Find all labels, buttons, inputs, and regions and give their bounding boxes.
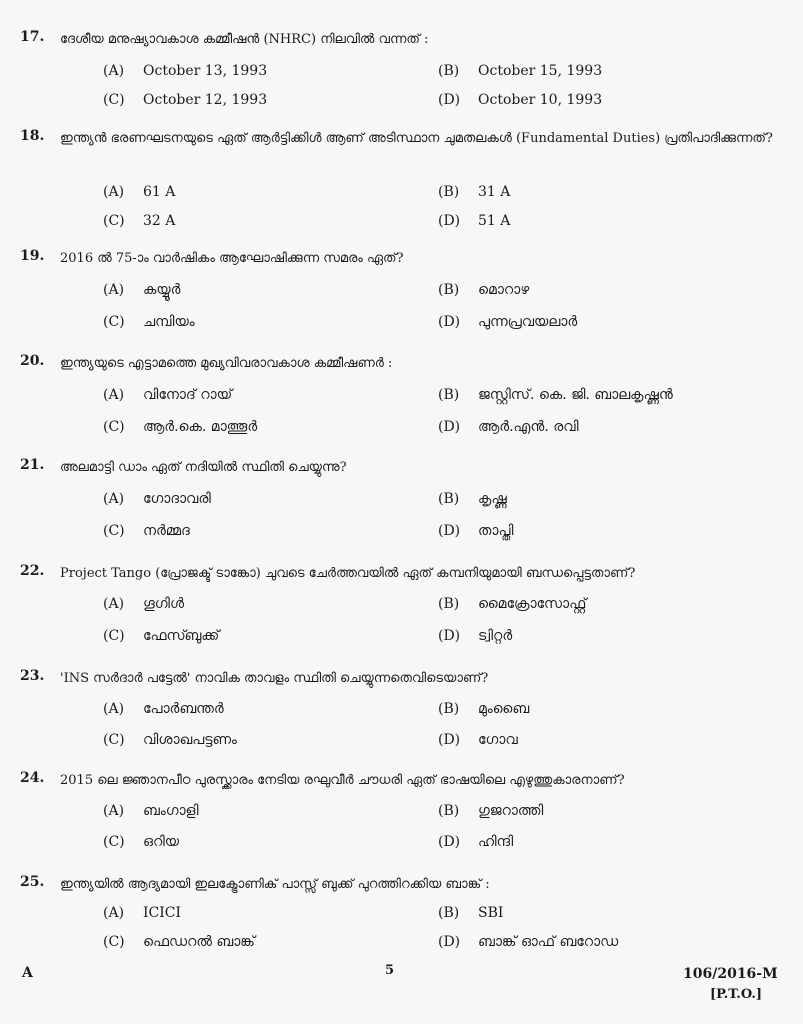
option-c [103,523,190,539]
option-label: (A) [103,184,125,200]
question-text: ഇന്ത്യയുടെ എട്ടാമത്തെ മുഖ്യവിവരാവകാശ കമ്മീഷണർ : [60,356,393,371]
option-d [438,934,618,950]
option-label: (B) [438,803,460,819]
option-text: ഗോദാവരി [143,491,211,507]
option-label: (B) [438,63,460,79]
option-b [438,905,503,921]
question-text: ദേശീയ മനുഷ്യാവകാശ കമ്മീഷൻ (NHRC) നിലവിൽ വന്നത് : [60,32,429,47]
option-label: (D) [438,628,461,644]
option-label: (C) [103,314,125,330]
option-label: (D) [438,834,461,850]
option-label: (C) [103,419,125,435]
option-b [438,63,602,79]
option-text: ഫെഡറൽ ബാങ്ക് [143,934,255,950]
option-a [103,803,199,819]
option-text: ജസ്റ്റിസ്. കെ. ജി. ബാലകൃഷ്ണൻ [478,387,673,403]
option-label: (C) [103,732,125,748]
option-label: (D) [438,314,461,330]
question-number: 22. [20,563,45,579]
option-text: പുന്നപ്രവയലാർ [478,314,578,330]
option-label: (A) [103,596,125,612]
option-text: 32 A [143,213,176,229]
option-text: 61 A [143,184,176,200]
option-text: കൃഷ്ണ [478,491,507,507]
option-a [103,596,184,612]
option-text: ബാങ്ക് ഓഫ് ബറോഡ [478,934,619,950]
pto-note: [P.T.O.] [710,987,763,1002]
option-label: (C) [103,934,125,950]
option-label: (A) [103,803,125,819]
option-label: (C) [103,213,125,229]
option-text: ഗുജറാത്തി [478,803,544,819]
question-number: 25. [20,874,45,890]
option-c [103,934,255,950]
option-label: (B) [438,596,460,612]
option-text: കയ്യൂർ [143,282,181,298]
option-label: (B) [438,184,460,200]
option-label: (B) [438,491,460,507]
question-text: Project Tango (പ്രോജക്ട് ടാങ്കോ) ചുവടെ ചേർത്തവയിൽ ഏത് കമ്പനിയുമായി ബന്ധപ്പെട്ടതാണ്? [60,566,636,581]
option-label: (D) [438,934,461,950]
option-text: ഗൂഗിൾ [143,596,185,612]
option-d [438,523,513,539]
option-text: ബംഗാളി [143,803,199,819]
option-label: (D) [438,732,461,748]
question-text: ഇന്ത്യയിൽ ആദ്യമായി ഇലക്ട്രോണിക് പാസ്സ് ബുക്ക് പുറത്തിറക്കിയ ബാങ്ക് : [60,877,490,892]
option-c [103,834,179,850]
option-a [103,63,267,79]
page-number: 5 [385,963,395,978]
option-d [438,628,512,644]
option-label: (B) [438,282,460,298]
option-text: താപ്തി [478,523,514,539]
option-a [103,184,175,200]
option-label: (D) [438,523,461,539]
option-label: (A) [103,63,125,79]
option-c [103,628,219,644]
option-text: ആർ.എൻ. രവി [478,419,579,435]
question-text: ഇന്ത്യൻ ഭരണഘടനയുടെ ഏത് ആർട്ടിക്കിൾ ആണ് അടിസ്ഥാന ചുമതലകൾ (Fundamental Duties) പ്രതിപാദിക്കുന്നത്? [60,131,773,146]
question-number: 24. [20,770,45,786]
option-d [438,419,579,435]
option-label: (C) [103,523,125,539]
option-text: വിനോദ് റായ് [143,387,233,403]
option-text: ട്വിറ്റർ [478,628,513,644]
option-b [438,701,529,717]
option-text: ചമ്പിയം [143,314,195,330]
option-c [103,732,237,748]
question-number: 21. [20,457,45,473]
option-text: SBI [478,905,504,921]
option-a [103,491,211,507]
option-b [438,596,586,612]
question-number: 19. [20,248,45,264]
option-c [103,213,175,229]
option-a [103,282,180,298]
option-text: പോർബന്തർ [143,701,224,717]
option-label: (A) [103,282,125,298]
option-c [103,92,267,108]
option-b [438,491,507,507]
option-text: ആർ.കെ. മാത്തൂർ [143,419,258,435]
option-label: (A) [103,387,125,403]
option-label: (A) [103,905,125,921]
paper-code: 106/2016-M [683,966,778,982]
option-b [438,803,543,819]
option-d [438,92,602,108]
option-label: (C) [103,834,125,850]
option-text: October 15, 1993 [478,63,603,79]
question-text: 2016 ൽ 75-ാം വാർഷികം ആഘോഷിക്കുന്ന സമരം ഏത്? [60,251,404,266]
option-text: നർമ്മദ [143,523,190,539]
option-text: മുംബൈ [478,701,530,717]
option-label: (C) [103,92,125,108]
option-label: (A) [103,701,125,717]
question-text: 2015 ലെ ജ്ഞാനപീഠ പുരസ്ക്കാരം നേടിയ രഘുവീർ ചൗധരി ഏത് ഭാഷയിലെ എഴുത്തുകാരനാണ്? [60,773,625,788]
option-text: October 10, 1993 [478,92,603,108]
question-number: 17. [20,29,45,45]
option-a [103,701,224,717]
option-d [438,732,518,748]
option-c [103,314,195,330]
option-text: ഹിന്ദി [478,834,514,850]
option-text: ഒറിയ [143,834,180,850]
series-code: A [22,965,33,981]
option-label: (A) [103,491,125,507]
option-label: (D) [438,213,461,229]
question-number: 20. [20,353,45,369]
option-b [438,184,510,200]
option-label: (B) [438,387,460,403]
option-text: 51 A [478,213,511,229]
option-label: (D) [438,419,461,435]
option-b [438,387,673,403]
option-label: (C) [103,628,125,644]
option-text: 31 A [478,184,511,200]
option-text: ICICI [143,905,182,921]
option-d [438,213,510,229]
option-a [103,905,181,921]
question-text: അലമാട്ടി ഡാം ഏത് നദിയിൽ സ്ഥിതി ചെയ്യുന്നു? [60,460,347,475]
option-label: (B) [438,905,460,921]
question-text: 'INS സർദാർ പട്ടേൽ' നാവിക താവളം സ്ഥിതി ചെയ്യുന്നതെവിടെയാണ്? [60,671,489,686]
option-label: (D) [438,92,461,108]
option-text: ഗോവ [478,732,518,748]
option-text: മൊറാഴ [478,282,530,298]
option-text: October 12, 1993 [143,92,268,108]
option-text: October 13, 1993 [143,63,268,79]
question-number: 23. [20,668,45,684]
option-b [438,282,529,298]
option-text: ഫേസ്ബുക്ക് [143,628,220,644]
option-text: മൈക്രോസോഫ്റ്റ് [478,596,587,612]
option-a [103,387,232,403]
option-text: വിശാഖപട്ടണം [143,732,237,748]
option-d [438,314,577,330]
question-number: 18. [20,128,45,144]
option-c [103,419,257,435]
option-d [438,834,513,850]
option-label: (B) [438,701,460,717]
